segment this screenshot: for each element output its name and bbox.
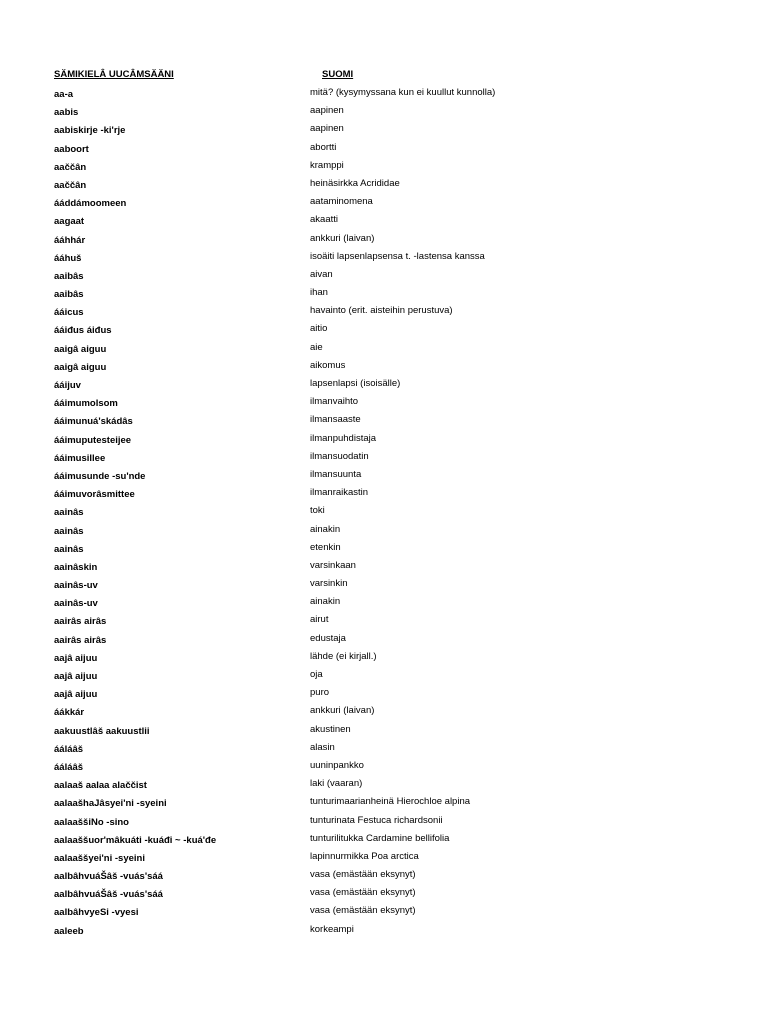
sami-term: aaleeb [54, 925, 84, 937]
header-finnish: SUOMI [322, 69, 354, 80]
table-row [0, 724, 768, 742]
table-row [0, 869, 768, 887]
sami-term: aalaaššiNo -sino [54, 816, 129, 828]
sami-term: ááimusunde -su'nde [54, 470, 146, 482]
finnish-translation: isoäiti lapsenlapsensa t. -lastensa kanssa [310, 250, 485, 262]
finnish-translation: lapsenlapsi (isoisälle) [310, 378, 401, 389]
sami-term: aalbâhvyeSi -vyesi [54, 907, 139, 919]
finnish-translation: ainakin [310, 596, 341, 608]
sami-term: aalaašhaJâsyei'ni -syeini [54, 798, 167, 810]
sami-term: aainâs [54, 525, 84, 537]
sami-term: aaččân [54, 161, 87, 173]
sami-term: ááijuv [54, 380, 81, 391]
table-row [0, 887, 768, 905]
finnish-translation: laki (vaaran) [310, 778, 363, 790]
sami-term: aairâs airâs [54, 634, 107, 646]
table-row [0, 542, 768, 560]
finnish-translation: kramppi [310, 159, 344, 171]
sami-term: aabis [54, 107, 79, 119]
sami-term: aabiskirje -ki'rje [54, 125, 126, 137]
finnish-translation: ilmanvaihto [310, 396, 359, 408]
table-row [0, 323, 768, 341]
table-row [0, 396, 768, 414]
sami-term: aagaat [54, 216, 85, 228]
sami-term: aalbâhvuáŠâš -vuás'sáá [54, 871, 163, 883]
finnish-translation: vasa (emästään eksynyt) [310, 887, 416, 899]
table-row [0, 251, 768, 269]
finnish-translation: aivan [310, 268, 333, 280]
entry-list [0, 87, 768, 942]
sami-term: ááimuvorâsmittee [54, 489, 135, 501]
finnish-translation: etenkin [310, 541, 341, 553]
sami-term: aainâs-uv [54, 598, 98, 610]
sami-term: ááddámoomeen [54, 198, 127, 210]
table-row [0, 142, 768, 160]
finnish-translation: aataminomena [310, 196, 373, 208]
table-row [0, 760, 768, 778]
table-row [0, 414, 768, 432]
table-row [0, 905, 768, 923]
finnish-translation: abortti [310, 141, 337, 153]
finnish-translation: akaatti [310, 214, 338, 226]
sami-term: aaibâs [54, 270, 84, 282]
table-row [0, 342, 768, 360]
finnish-translation: varsinkin [310, 578, 348, 590]
sami-term: ááimunuá'skádâs [54, 416, 133, 428]
finnish-translation: edustaja [310, 632, 346, 644]
finnish-translation: ainakin [310, 523, 341, 535]
finnish-translation: lähde (ei kirjall.) [310, 650, 377, 662]
sami-term: aaččân [54, 179, 87, 191]
finnish-translation: ilmansuunta [310, 468, 362, 480]
finnish-translation: mitä? (kysymyssana kun ei kuullut kunnolla) [310, 87, 496, 98]
sami-term: áákkár [54, 707, 85, 719]
table-row [0, 433, 768, 451]
table-row [0, 469, 768, 487]
table-row [0, 742, 768, 760]
finnish-translation: toki [310, 505, 325, 517]
table-row [0, 924, 768, 942]
sami-term: ááicus [54, 307, 84, 319]
finnish-translation: alasin [310, 741, 335, 753]
sami-term: aainâs-uv [54, 580, 98, 592]
finnish-translation: ilmanpuhdistaja [310, 432, 377, 444]
sami-term: aainâskin [54, 561, 98, 573]
finnish-translation: heinäsirkka Acrididae [310, 177, 400, 189]
sami-term: ááimumolsom [54, 398, 118, 410]
table-row [0, 505, 768, 523]
table-row [0, 196, 768, 214]
sami-term: aakuustlâš aakuustlii [54, 725, 150, 737]
sami-term: aajâ aijuu [54, 671, 98, 682]
finnish-translation: puro [310, 687, 330, 699]
sami-term: aalaaš aalaa alaččist [54, 780, 147, 792]
finnish-translation: varsinkaan [310, 559, 356, 571]
finnish-translation: havainto (erit. aisteihin perustuva) [310, 305, 453, 317]
table-row [0, 214, 768, 232]
table-row [0, 305, 768, 323]
sami-term: aaigâ aiguu [54, 361, 107, 373]
sami-term: aainâs [54, 507, 84, 519]
table-row [0, 778, 768, 796]
table-row [0, 233, 768, 251]
finnish-translation: tunturilitukka Cardamine bellifolia [310, 832, 450, 844]
sami-term: ááhhár [54, 234, 86, 246]
sami-term: aainâs [54, 543, 84, 555]
table-row [0, 287, 768, 305]
table-row [0, 796, 768, 814]
finnish-translation: tunturinata Festuca richardsonii [310, 814, 443, 826]
finnish-translation: ilmansuodatin [310, 450, 369, 462]
finnish-translation: oja [310, 669, 323, 680]
sami-term: aaboort [54, 143, 89, 155]
finnish-translation: aapinen [310, 123, 344, 135]
table-row [0, 815, 768, 833]
table-row [0, 614, 768, 632]
table-row [0, 833, 768, 851]
finnish-translation: ankkuri (laivan) [310, 705, 375, 717]
finnish-translation: korkeampi [310, 923, 354, 935]
finnish-translation: ankkuri (laivan) [310, 232, 375, 244]
finnish-translation: aitio [310, 323, 328, 335]
table-row [0, 105, 768, 123]
table-row [0, 160, 768, 178]
table-row [0, 633, 768, 651]
table-row [0, 87, 768, 105]
table-row [0, 705, 768, 723]
column-headers [0, 69, 768, 83]
finnish-translation: ilmansaaste [310, 414, 361, 426]
header-sami: SÄMIKIELÂ UUCÂMSÄÄNI [54, 69, 174, 80]
finnish-translation: aie [310, 341, 323, 353]
table-row [0, 360, 768, 378]
table-row [0, 269, 768, 287]
sami-term: aajâ aijuu [54, 689, 98, 701]
sami-term: ááimuputesteijee [54, 434, 132, 446]
finnish-translation: tunturimaarianheinä Hierochloe alpina [310, 796, 471, 808]
table-row [0, 123, 768, 141]
sami-term: aalaaššyei'ni -syeini [54, 852, 145, 864]
finnish-translation: airut [310, 614, 329, 626]
table-row [0, 669, 768, 687]
table-row [0, 178, 768, 196]
table-row [0, 524, 768, 542]
table-row [0, 451, 768, 469]
sami-term: ááiđus áiđus [54, 325, 112, 337]
sami-term: aaigâ aiguu [54, 343, 107, 355]
sami-term: aalbâhvuáŠâš -vuás'sáá [54, 889, 163, 901]
sami-term: ááláâš [54, 743, 84, 755]
finnish-translation: akustinen [310, 723, 351, 735]
table-row [0, 378, 768, 396]
sami-term: aa-a [54, 89, 74, 100]
finnish-translation: ihan [310, 287, 328, 299]
sami-term: ááhuš [54, 252, 82, 264]
sami-term: aaibâs [54, 289, 84, 301]
table-row [0, 560, 768, 578]
table-row [0, 596, 768, 614]
table-row [0, 578, 768, 596]
finnish-translation: uuninpankko [310, 759, 364, 771]
finnish-translation: vasa (emästään eksynyt) [310, 869, 416, 881]
table-row [0, 651, 768, 669]
table-row [0, 851, 768, 869]
finnish-translation: aikomus [310, 359, 346, 371]
sami-term: ááláâš [54, 761, 84, 773]
sami-term: aalaaššuor'mâkuáti -kuáđi ~ -kuá'đe [54, 834, 217, 846]
table-row [0, 687, 768, 705]
finnish-translation: lapinnurmikka Poa arctica [310, 850, 419, 862]
finnish-translation: aapinen [310, 105, 344, 117]
sami-term: aairâs airâs [54, 616, 107, 628]
sami-term: ááimusillee [54, 452, 106, 464]
sami-term: aajâ aijuu [54, 652, 98, 664]
finnish-translation: vasa (emästään eksynyt) [310, 905, 416, 917]
table-row [0, 487, 768, 505]
finnish-translation: ilmanraikastin [310, 487, 369, 499]
